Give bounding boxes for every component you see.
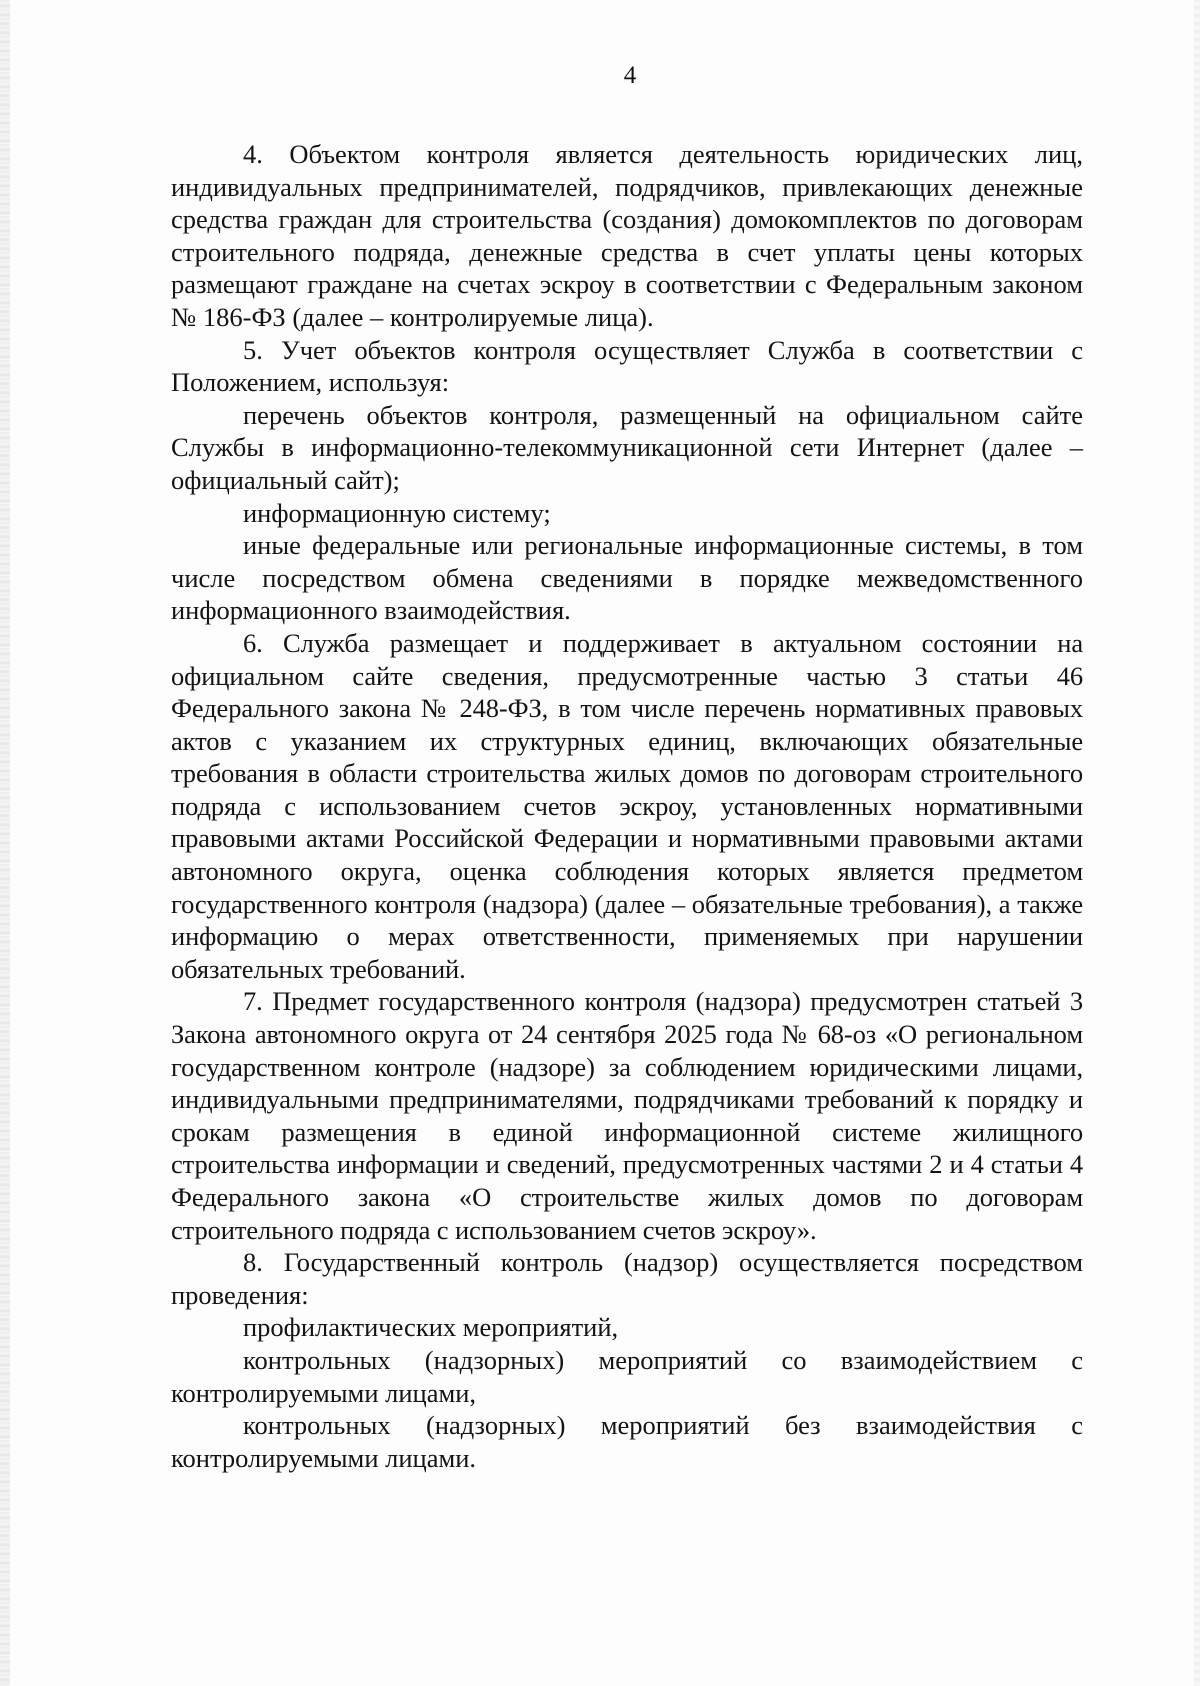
paragraph-8-list-item-1: профилактических мероприятий, — [243, 1312, 619, 1343]
paragraph-8-list-item-2: контрольных (надзорных) мероприятий со взаимодействием с контролируемыми лицами, — [171, 1344, 1083, 1408]
paragraph-4-control-object: 4. Объектом контроля является деятельность юридических лиц, индивидуальных предпринимателей, подрядчиков, привлекающих денежные средства граждан для строительства (создания) домокомплектов по договорам строительного подряда, денежные средства в счет уплаты цены которых размещают граждане на счетах эскроу в соответствии с Федеральным законом № 186-ФЗ (далее – контролируемые лица). — [171, 139, 1083, 332]
scan-edge-left — [0, 0, 10, 1686]
paragraph-6-publication: 6. Служба размещает и поддерживает в актуальном состоянии на официальном сайте сведения, предусмотренные частью 3 статьи 46 Федерального закона № 248-ФЗ, в том числе перечень нормативных правовых актов с указанием их структурных единиц, включающих обязательные требования в области строительства жилых домов по договорам строительного подряда с использованием счетов эскроу, установленных нормативными правовыми актами Российской Федерации и нормативными правовыми актами автономного округа, оценка соблюдения которых является предметом государственного контроля (надзора) (далее – обязательные требования), а также информацию о мерах ответственности, применяемых при нарушении обязательных требований. — [171, 627, 1083, 984]
document-body — [171, 138, 1083, 1474]
paragraph-7-subject: 7. Предмет государственного контроля (надзора) предусмотрен статьей 3 Закона автономного округа от 24 сентября 2025 года № 68-оз «О региональном государственном контроле (надзоре) за соблюдением юридическими лицами, индивидуальными предпринимателями, подрядчиками требований к порядку и срокам размещения в единой информационной системе жилищного строительства информации и сведений, предусмотренных частями 2 и 4 статьи 4 Федерального закона «О строительстве жилых домов по договорам строительного подряда с использованием счетов эскроу». — [171, 986, 1083, 1245]
page-number: 4 — [623, 62, 637, 89]
paragraph-5-list-item-1: перечень объектов контроля, размещенный на официальном сайте Службы в информационно-телекоммуникационной сети Интернет (далее – официальный сайт); — [171, 399, 1083, 495]
paragraph-5-accounting: 5. Учет объектов контроля осуществляет Служба в соответствии с Положением, используя: — [171, 334, 1083, 398]
paragraph-5-list-item-2: информационную систему; — [243, 497, 551, 528]
scan-edge-right — [1194, 0, 1200, 1686]
paragraph-5-list-item-3: иные федеральные или региональные информационные системы, в том числе посредством обмена сведениями в порядке межведомственного информационного взаимодействия. — [171, 530, 1083, 626]
paragraph-8-list-item-3: контрольных (надзорных) мероприятий без взаимодействия с контролируемыми лицами. — [171, 1410, 1083, 1473]
paragraph-8-methods: 8. Государственный контроль (надзор) осуществляется посредством проведения: — [171, 1247, 1083, 1310]
